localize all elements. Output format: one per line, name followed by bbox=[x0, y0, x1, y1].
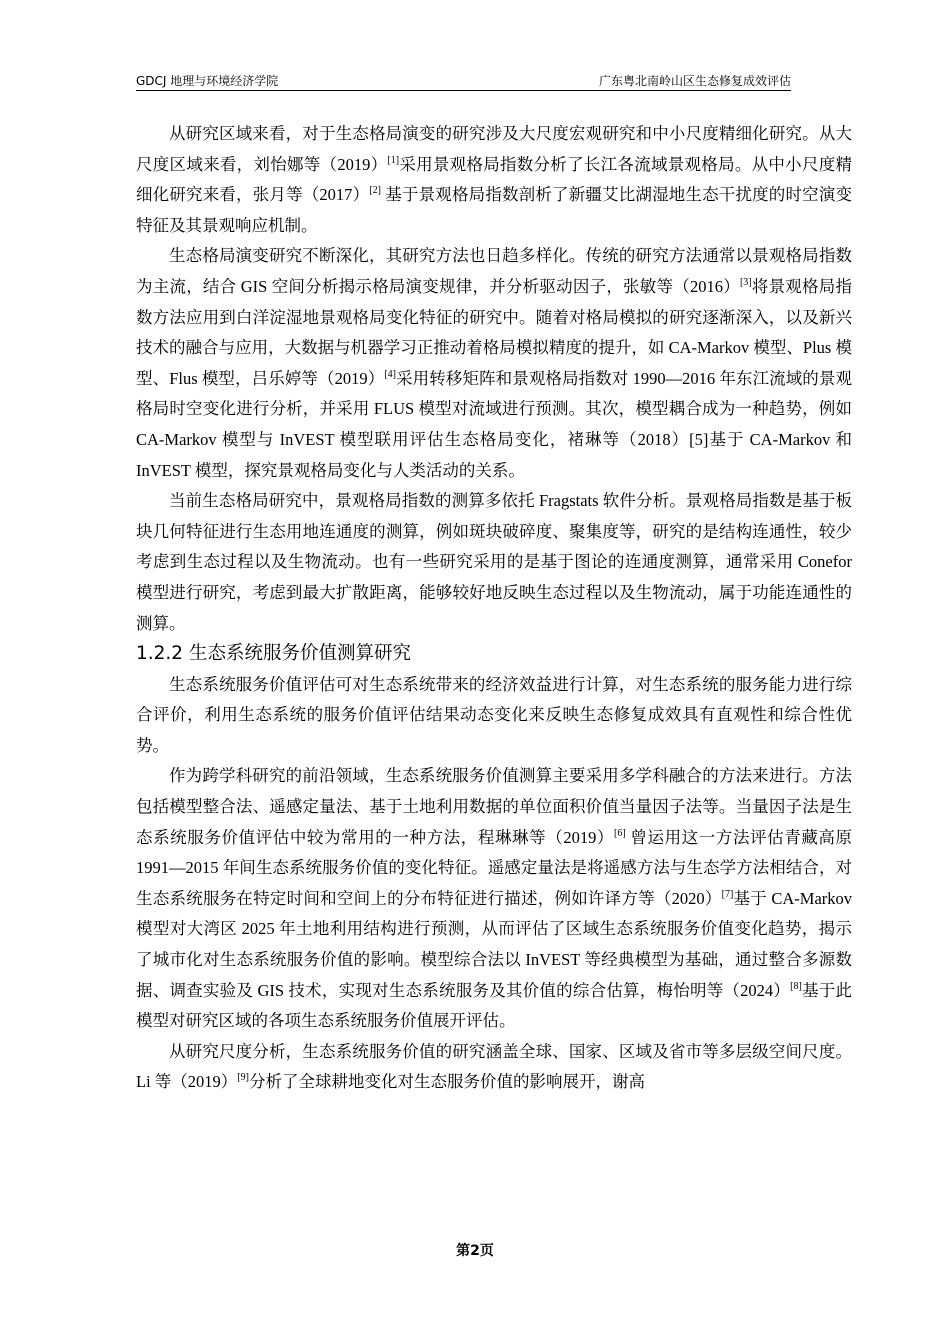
citation: [9] bbox=[237, 1072, 249, 1084]
document-body bbox=[136, 119, 852, 1098]
page-header bbox=[136, 70, 791, 91]
header-left: GDCJ 地理与环境经济学院 bbox=[136, 74, 279, 88]
citation: [2] bbox=[369, 185, 381, 197]
text: 从研究尺度分析，生态系统服务价值的研究涵盖全球、国家、区域及省市等多层级空间尺度。Li 等（2019） bbox=[136, 1041, 852, 1092]
paragraph-6 bbox=[136, 1037, 852, 1098]
text: 基于此模型对研究区域的各项生态系统服务价值展开评估。 bbox=[136, 980, 853, 1031]
text: 采用景观格局指数分析了长江各流域景观格局。从中小尺度精细化研究来看，张月等（2017） bbox=[136, 154, 853, 205]
text: 生态格局演变研究不断深化，其研究方法也日趋多样化。传统的研究方法通常以景观格局指数为主流，结合 GIS 空间分析揭示格局演变规律，并分析驱动因子，张敏等（2016） bbox=[136, 246, 852, 296]
citation: [4] bbox=[384, 368, 396, 380]
page-number: 第2页 bbox=[456, 1243, 494, 1259]
paragraph-1 bbox=[136, 119, 852, 241]
text: 将景观格局指数方法应用到白洋淀湿地景观格局变化特征的研究中。随着对格局模拟的研究逐渐深入，以及新兴技术的融合与应用，大数据与机器学习正推动着格局模拟精度的提升，如 CA-Markov 模型、Plus 模型、Flus 模型，吕乐婷等（2019） bbox=[136, 276, 852, 388]
citation: [1] bbox=[387, 154, 400, 166]
section-heading: 1.2.2 生态系统服务价值测算研究 bbox=[136, 643, 411, 665]
paragraph-5 bbox=[136, 761, 852, 1036]
paragraph-4 bbox=[136, 670, 852, 762]
text: 生态系统服务价值评估可对生态系统带来的经济效益进行计算，对生态系统的服务能力进行综合评价，利用生态系统的服务价值评估结果动态变化来反映生态修复成效具有直观性和综合性优势。 bbox=[136, 674, 852, 755]
paragraph-2 bbox=[136, 241, 852, 486]
citation: [8] bbox=[790, 980, 802, 992]
header-right: 广东粤北南岭山区生态修复成效评估 bbox=[598, 74, 791, 88]
citation: [6] bbox=[614, 827, 626, 839]
text: 基于 CA-Markov 模型对大湾区 2025 年土地利用结构进行预测，从而评估了区域生态系统服务价值变化趋势，揭示了城市化对生态系统服务价值的影响。模型综合法以 InVEST 等经典模型为基础，通过整合多源数据、调查实验及 GIS 技术，实现对生态系统服务及其价值的综合估算，梅怡明等（2024） bbox=[136, 888, 853, 1000]
text: 作为跨学科研究的前沿领域，生态系统服务价值测算主要采用多学科融合的方法来进行。方法包括模型整合法、遥感定量法、基于土地利用数据的单位面积价值当量因子法等。当量因子法是生态系统服务价值评估中较为常用的一种方法，程琳琳等（2019） bbox=[136, 766, 852, 847]
citation: [3] bbox=[739, 276, 752, 288]
text: 曾运用这一方法评估青藏高原 1991—2015 年间生态系统服务价值的变化特征。遥感定量法是将遥感方法与生态学方法相结合，对生态系统服务在特定时间和空间上的分布特征进行描述，例如许译方等（2020） bbox=[136, 827, 853, 908]
paragraph-3 bbox=[136, 486, 852, 639]
citation: [7] bbox=[721, 888, 734, 900]
text: 分析了全球耕地变化对生态服务价值的影响展开，谢高 bbox=[248, 1072, 645, 1092]
text: 从研究区域来看，对于生态格局演变的研究涉及大尺度宏观研究和中小尺度精细化研究。从大尺度区域来看，刘怡娜等（2019） bbox=[136, 124, 852, 174]
text: 基于景观格局指数剖析了新疆艾比湖湿地生态干扰度的时空演变特征及其景观响应机制。 bbox=[136, 185, 853, 235]
text: 采用转移矩阵和景观格局指数对 1990—2016 年东江流域的景观格局时空变化进行分析，并采用 FLUS 模型对流域进行预测。其次，模型耦合成为一种趋势，例如 CA-Markov 模型与 InVEST 模型联用评估生态格局变化，褚琳等（2018）[5]基于 CA-Markov 和 InVEST 模型，探究景观格局变化与人类活动的关系。 bbox=[136, 368, 852, 480]
text: 当前生态格局研究中，景观格局指数的测算多依托 Fragstats 软件分析。景观格局指数是基于板块几何特征进行生态用地连通度的测算，例如斑块破碎度、聚集度等，研究的是结构连通性，较少考虑到生态过程以及生物流动。也有一些研究采用的是基于图论的连通度测算，通常采用 Conefor 模型进行研究，考虑到最大扩散距离，能够较好地反映生态过程以及生物流动，属于功能连通性的测算。 bbox=[136, 491, 852, 633]
